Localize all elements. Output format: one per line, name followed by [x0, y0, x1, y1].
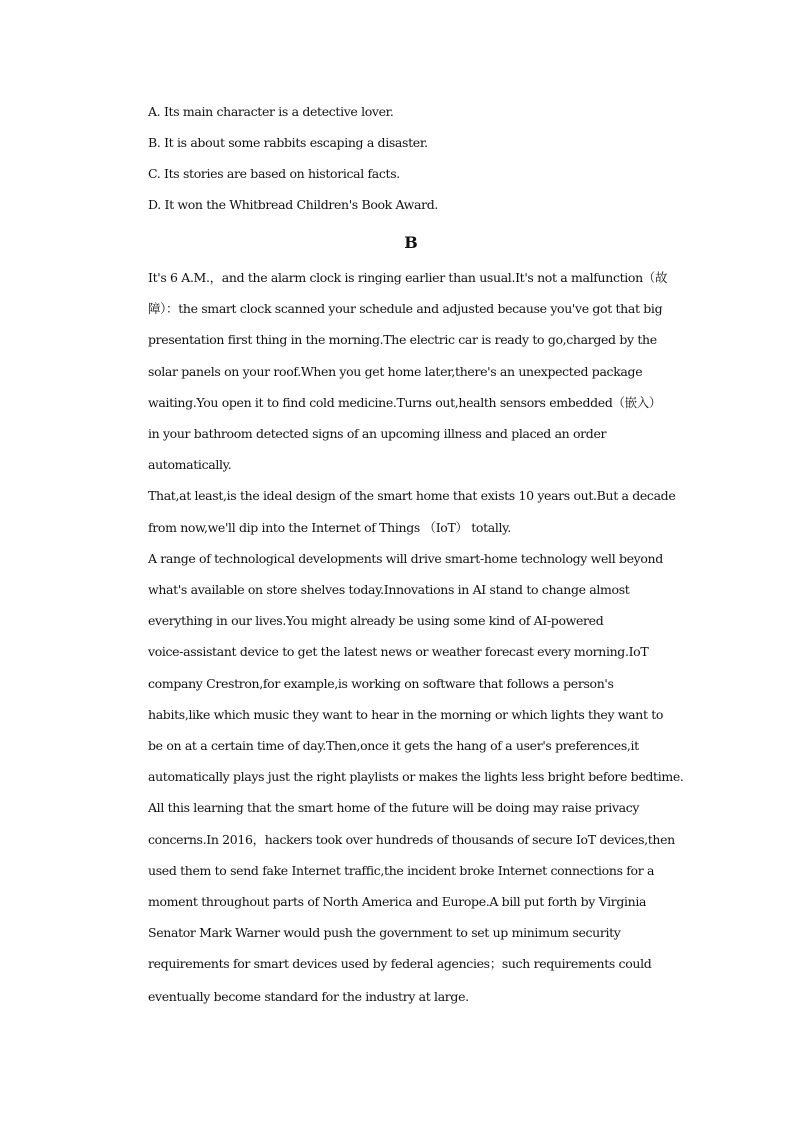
passage-line: eventually become standard for the industry at large. [148, 989, 469, 1004]
passage-line: Senator Mark Warner would push the government to set up minimum security [148, 925, 621, 940]
passage-line: It's 6 A.M.，and the alarm clock is ringing earlier than usual.It's not a malfunction（故 [148, 270, 668, 285]
option-text: It won the Whitbread Children's Book Award. [164, 197, 438, 212]
passage-line: solar panels on your roof.When you get home later,there's an unexpected package [148, 364, 643, 379]
passage-line: habits,like which music they want to hear in the morning or which lights they want to [148, 707, 664, 722]
option-c [148, 166, 400, 182]
option-d [148, 197, 438, 213]
passage-line: be on at a certain time of day.Then,once it gets the hang of a user's preferences,it [148, 738, 639, 753]
option-text: It is about some rabbits escaping a disaster. [164, 135, 428, 150]
option-letter: B. [148, 135, 161, 150]
passage-line: automatically plays just the right playlists or makes the lights less bright before bedtime. [148, 769, 684, 784]
option-letter: A. [148, 104, 161, 119]
passage-line: All this learning that the smart home of the future will be doing may raise privacy [148, 800, 640, 815]
option-letter: D. [148, 197, 161, 212]
passage-line: 障）：the smart clock scanned your schedule and adjusted because you've got that big [148, 301, 663, 316]
passage-line: waiting.You open it to find cold medicine.Turns out,health sensors embedded（嵌入） [148, 395, 662, 410]
option-letter: C. [148, 166, 161, 181]
passage-line: requirements for smart devices used by federal agencies；such requirements could [148, 956, 652, 971]
passage-line: That,at least,is the ideal design of the smart home that exists 10 years out.But a decade [148, 488, 676, 503]
option-text: Its stories are based on historical facts. [164, 166, 400, 181]
passage-line: everything in our lives.You might already be using some kind of AI-powered [148, 613, 604, 628]
passage-line: used them to send fake Internet traffic,the incident broke Internet connections for a [148, 863, 655, 878]
option-b [148, 135, 428, 151]
passage-line: A range of technological developments will drive smart-home technology well beyond [148, 551, 663, 566]
passage-line: voice-assistant device to get the latest news or weather forecast every morning.IoT [148, 644, 649, 659]
passage-line: from now,we'll dip into the Internet of Things （IoT） totally. [148, 520, 511, 535]
passage-line: company Crestron,for example,is working on software that follows a person's [148, 676, 614, 691]
section-heading: B [404, 233, 418, 252]
passage-line: moment throughout parts of North America and Europe.A bill put forth by Virginia [148, 894, 647, 909]
passage-line: concerns.In 2016，hackers took over hundreds of thousands of secure IoT devices,then [148, 832, 675, 847]
passage-line: in your bathroom detected signs of an upcoming illness and placed an order [148, 426, 607, 441]
option-a [148, 104, 394, 120]
passage-line: what's available on store shelves today.Innovations in AI stand to change almost [148, 582, 630, 597]
option-text: Its main character is a detective lover. [163, 104, 394, 119]
passage-line: automatically. [148, 457, 232, 472]
passage-line: presentation first thing in the morning.The electric car is ready to go,charged by the [148, 332, 657, 347]
